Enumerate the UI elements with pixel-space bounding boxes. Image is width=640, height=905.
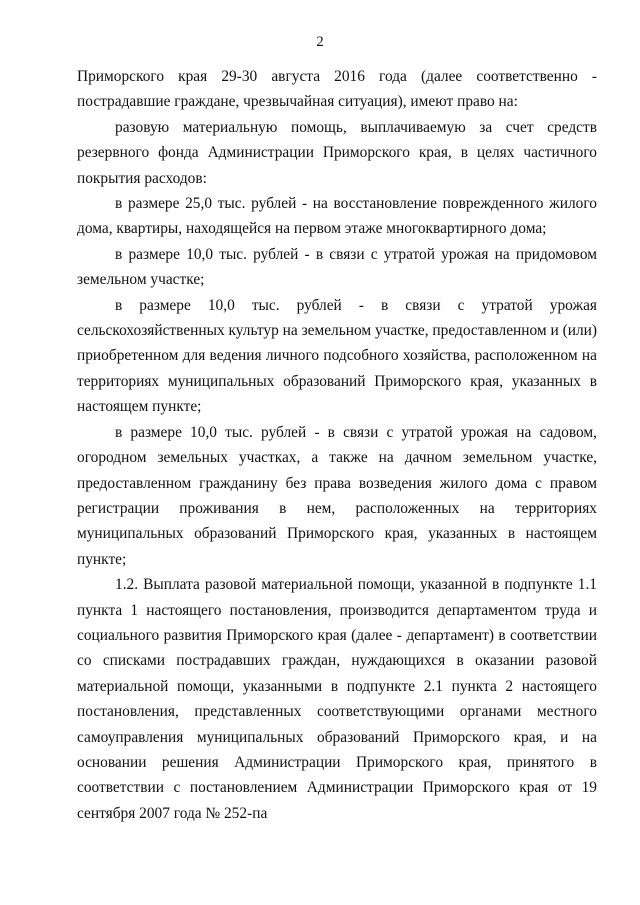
paragraph-one-time-aid: разовую материальную помощь, выплачиваемую за счет средств резервного фонда Администрации Приморского края, в целях частичного покрытия расходов:: [77, 118, 597, 187]
page-number: 2: [316, 34, 324, 50]
paragraph-garden-plot-crop-loss: в размере 10,0 тыс. рублей - в связи с утратой урожая на садовом, огородном земельных участках, а также на дачном земельном участке, предоставленном гражданину без права возведения жилого дома с правом регистрации проживания в нем, расположенных на территориях муниципальных образований Приморского края, указанных в настоящем пункте;: [77, 423, 597, 568]
paragraph-housing-restoration: в размере 25,0 тыс. рублей - на восстановление поврежденного жилого дома, квартиры, находящейся на первом этаже многоквартирного дома;: [77, 195, 597, 238]
paragraph-agricultural-crop-loss: в размере 10,0 тыс. рублей - в связи с утратой урожая сельскохозяйственных культур на земельном участке, предоставленном и (или) приобретенном для ведения личного подсобного хозяйства, расположенном на территориях муниципальных образований Приморского края, указанных в настоящем пункте;: [77, 296, 597, 416]
paragraph-household-plot-crop-loss: в размере 10,0 тыс. рублей - в связи с утратой урожая на придомовом земельном участке;: [77, 245, 597, 289]
document-body: [77, 64, 597, 826]
paragraph-continuation: Приморского края 29-30 августа 2016 года (далее соответственно - пострадавшие граждане, чрезвычайная ситуация), имеют право на:: [77, 68, 597, 111]
paragraph-payment-procedure: 1.2. Выплата разовой материальной помощи, указанной в подпункте 1.1 пункта 1 настоящего постановления, производится департаментом труда и социального развития Приморского края (далее - департамент) в соответствии со списками пострадавших граждан, нуждающихся в оказании разовой материальной помощи, указанными в подпункте 2.1 пункта 2 настоящего постановления, представленных соответствующими органами местного самоуправления муниципальных образований Приморского края, и на основании решения Администрации Приморского края, принятого в соответствии с постановлением Администрации Приморского края от 19 сентября 2007 года № 252-па: [77, 576, 597, 822]
